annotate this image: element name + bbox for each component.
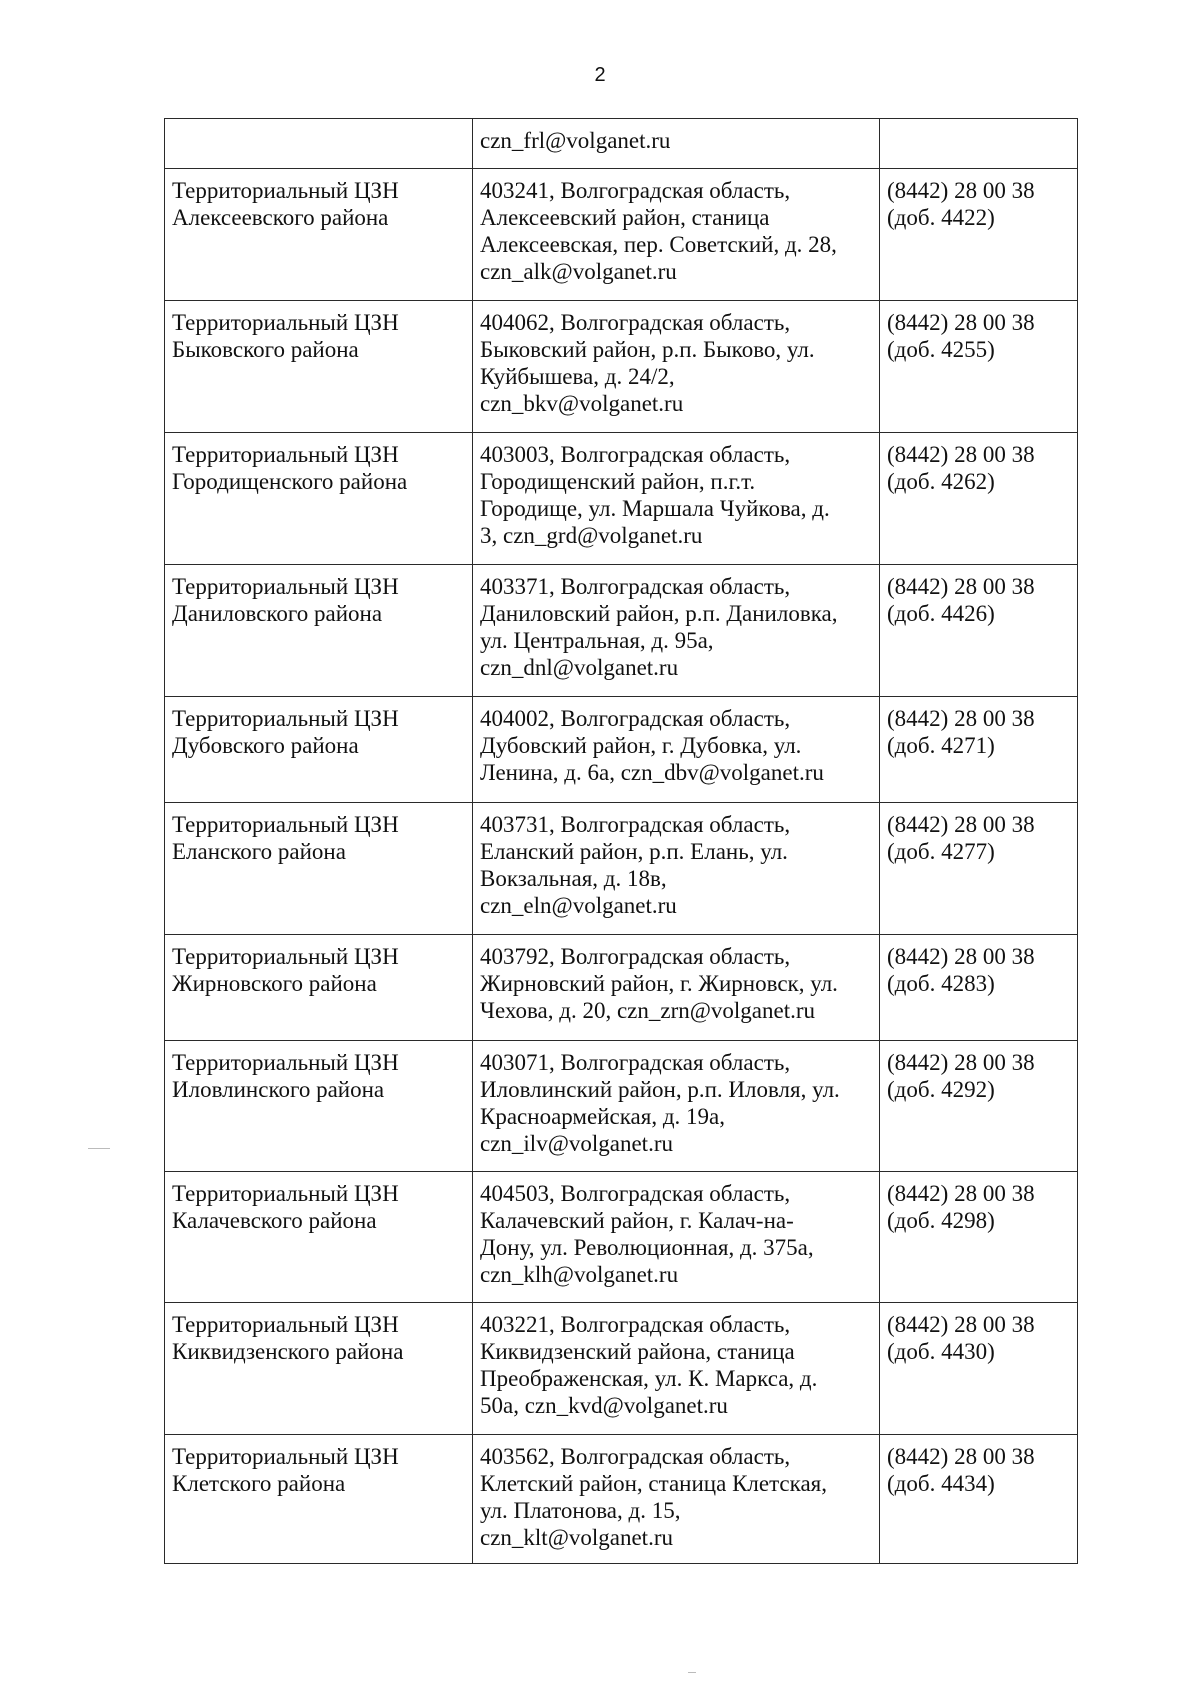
phone-cell <box>880 1041 1078 1172</box>
phone-cell-text: (8442) 28 00 38 (доб. 4271) <box>887 706 1035 758</box>
center-name-cell-text: Территориальный ЦЗН Киквидзенского района <box>172 1312 404 1364</box>
phone-cell-text: (8442) 28 00 38 (доб. 4262) <box>887 442 1035 494</box>
address-cell-text: 403792, Волгоградская область, Жирновский район, г. Жирновск, ул. Чехова, д. 20, czn_zrn@volganet.ru <box>480 944 838 1023</box>
center-name-cell <box>165 433 473 565</box>
address-cell <box>473 565 880 697</box>
address-cell-text: 403562, Волгоградская область, Клетский район, станица Клетская, ул. Платонова, д. 15, czn_klt@volganet.ru <box>480 1444 827 1550</box>
table-row <box>165 1172 1078 1303</box>
table-row <box>165 1435 1078 1564</box>
scan-mark <box>88 1148 110 1149</box>
center-name-cell-text: Территориальный ЦЗН Городищенского района <box>172 442 408 494</box>
table-row <box>165 1303 1078 1435</box>
phone-cell <box>880 565 1078 697</box>
table-row <box>165 565 1078 697</box>
address-cell-text: 403731, Волгоградская область, Еланский район, р.п. Елань, ул. Вокзальная, д. 18в, czn_eln@volganet.ru <box>480 812 791 918</box>
phone-cell <box>880 1172 1078 1303</box>
address-cell <box>473 433 880 565</box>
table-row <box>165 697 1078 803</box>
phone-cell <box>880 1435 1078 1564</box>
center-name-cell <box>165 1435 473 1564</box>
address-cell <box>473 1172 880 1303</box>
address-cell-text: 403221, Волгоградская область, Киквидзенский района, станица Преображенская, ул. К. Маркса, д. 50а, czn_kvd@volganet.ru <box>480 1312 818 1418</box>
phone-cell <box>880 697 1078 803</box>
address-cell <box>473 1303 880 1435</box>
address-cell-text: 403071, Волгоградская область, Иловлинский район, р.п. Иловля, ул. Красноармейская, д. 19а, czn_ilv@volganet.ru <box>480 1050 840 1156</box>
phone-cell <box>880 301 1078 433</box>
address-cell <box>473 935 880 1041</box>
center-name-cell <box>165 935 473 1041</box>
table-body <box>165 119 1078 1564</box>
address-cell <box>473 119 880 169</box>
phone-cell-text: (8442) 28 00 38 (доб. 4255) <box>887 310 1035 362</box>
address-cell-text: 404062, Волгоградская область, Быковский район, р.п. Быково, ул. Куйбышева, д. 24/2, czn_bkv@volganet.ru <box>480 310 815 416</box>
phone-cell <box>880 803 1078 935</box>
center-name-cell <box>165 1172 473 1303</box>
center-name-cell-text: Территориальный ЦЗН Алексеевского района <box>172 178 399 230</box>
center-name-cell-text: Территориальный ЦЗН Даниловского района <box>172 574 399 626</box>
table-row <box>165 301 1078 433</box>
address-cell <box>473 803 880 935</box>
center-name-cell <box>165 301 473 433</box>
center-name-cell-text: Территориальный ЦЗН Жирновского района <box>172 944 399 996</box>
contacts-table <box>164 118 1078 1564</box>
center-name-cell-text: Территориальный ЦЗН Иловлинского района <box>172 1050 399 1102</box>
scan-mark <box>688 1672 696 1673</box>
phone-cell-text: (8442) 28 00 38 (доб. 4426) <box>887 574 1035 626</box>
table-row <box>165 433 1078 565</box>
phone-cell-text: (8442) 28 00 38 (доб. 4434) <box>887 1444 1035 1496</box>
address-cell <box>473 1041 880 1172</box>
phone-cell-text: (8442) 28 00 38 (доб. 4277) <box>887 812 1035 864</box>
page-number: 2 <box>594 64 606 86</box>
address-cell <box>473 301 880 433</box>
phone-cell <box>880 935 1078 1041</box>
table-row <box>165 119 1078 169</box>
center-name-cell <box>165 1303 473 1435</box>
phone-cell <box>880 433 1078 565</box>
center-name-cell <box>165 119 473 169</box>
phone-cell-text: (8442) 28 00 38 (доб. 4430) <box>887 1312 1035 1364</box>
center-name-cell-text: Территориальный ЦЗН Клетского района <box>172 1444 399 1496</box>
center-name-cell-text: Территориальный ЦЗН Быковского района <box>172 310 399 362</box>
center-name-cell <box>165 1041 473 1172</box>
address-cell <box>473 697 880 803</box>
address-cell <box>473 169 880 301</box>
address-cell-text: 403371, Волгоградская область, Даниловский район, р.п. Даниловка, ул. Центральная, д. 95а, czn_dnl@volganet.ru <box>480 574 838 680</box>
address-cell-text: 404503, Волгоградская область, Калачевский район, г. Калач-на- Дону, ул. Революционная, д. 375а, czn_klh@volganet.ru <box>480 1181 814 1287</box>
phone-cell-text: (8442) 28 00 38 (доб. 4422) <box>887 178 1035 230</box>
center-name-cell-text: Территориальный ЦЗН Дубовского района <box>172 706 399 758</box>
phone-cell-text: (8442) 28 00 38 (доб. 4283) <box>887 944 1035 996</box>
phone-cell-text: (8442) 28 00 38 (доб. 4298) <box>887 1181 1035 1233</box>
address-cell-text: 404002, Волгоградская область, Дубовский район, г. Дубовка, ул. Ленина, д. 6а, czn_dbv@volganet.ru <box>480 706 824 785</box>
center-name-cell <box>165 697 473 803</box>
phone-cell <box>880 119 1078 169</box>
table-row <box>165 803 1078 935</box>
center-name-cell-text: Территориальный ЦЗН Калачевского района <box>172 1181 399 1233</box>
phone-cell <box>880 169 1078 301</box>
phone-cell-text: (8442) 28 00 38 (доб. 4292) <box>887 1050 1035 1102</box>
address-cell-text: 403003, Волгоградская область, Городищенский район, п.г.т. Городище, ул. Маршала Чуйкова, д. 3, czn_grd@volganet.ru <box>480 442 830 548</box>
address-cell-text: 403241, Волгоградская область, Алексеевский район, станица Алексеевская, пер. Советский, д. 28, czn_alk@volganet.ru <box>480 178 837 284</box>
center-name-cell <box>165 565 473 697</box>
center-name-cell <box>165 169 473 301</box>
center-name-cell <box>165 803 473 935</box>
table-row <box>165 1041 1078 1172</box>
table-row <box>165 935 1078 1041</box>
address-cell-text: czn_frl@volganet.ru <box>480 128 671 153</box>
address-cell <box>473 1435 880 1564</box>
table-row <box>165 169 1078 301</box>
phone-cell <box>880 1303 1078 1435</box>
center-name-cell-text: Территориальный ЦЗН Еланского района <box>172 812 399 864</box>
